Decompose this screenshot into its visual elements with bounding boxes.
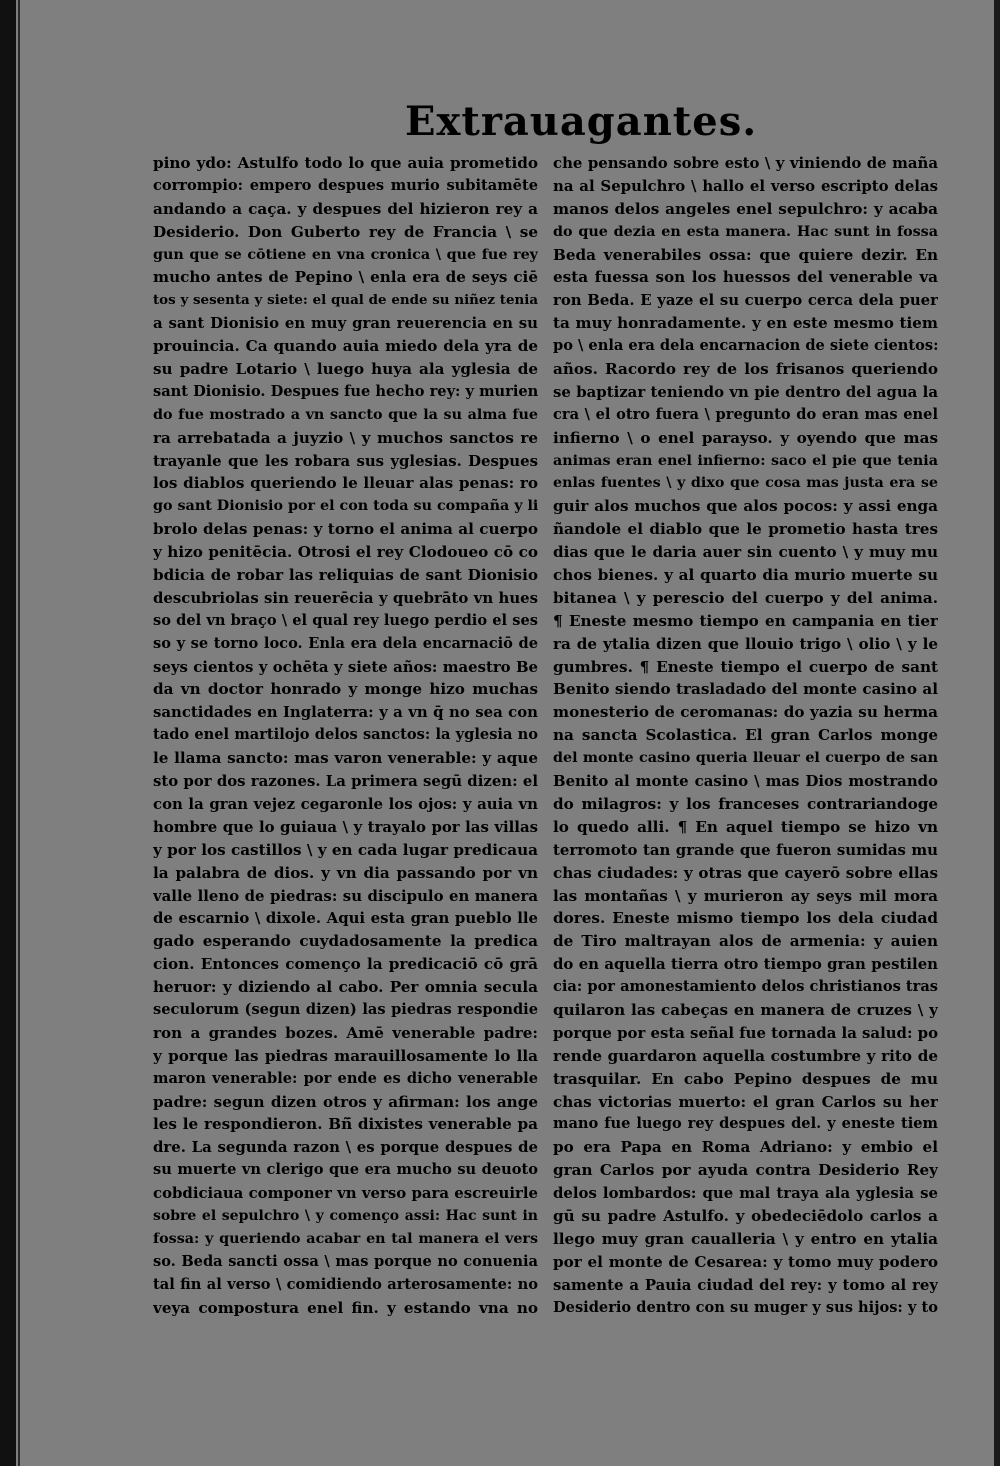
text-line: samente a Pauia ciudad del rey: y tomo al rey (553, 1275, 938, 1294)
text-line: delos lombardos: que mal traya ala yglesia se (553, 1184, 938, 1203)
text-line: na al Sepulchro \ hallo el verso escripto delas (553, 176, 938, 195)
text-line: monesterio de ceromanas: do yazia su herma (553, 703, 938, 722)
text-line: heruor: y diziendo al cabo. Per omnia secula (153, 978, 538, 997)
text-line: animas eran enel infierno: saco el pie que tenia (553, 452, 938, 469)
text-line: los diablos queriendo le lleuar alas penas: ro (153, 474, 538, 493)
text-line: y por los castillos \ y en cada lugar predicaua (153, 840, 538, 859)
text-line: a sant Dionisio en muy gran reuerencia en su (153, 314, 538, 333)
text-line: do en aquella tierra otro tiempo gran pestilen (553, 955, 938, 974)
text-line: quilaron las cabeças en manera de cruzes \ y (553, 1000, 938, 1019)
text-line: corrompio: empero despues murio subitamēte (153, 176, 538, 194)
text-line: tal fin al verso \ comidiendo arterosamente: no (153, 1275, 538, 1293)
text-line: trasquilar. En cabo Pepino despues de mu (553, 1069, 938, 1088)
text-line: manos delos angeles enel sepulchro: y acaba (553, 199, 938, 218)
text-line: so del vn braço \ el qual rey luego perdio el ses (153, 611, 538, 629)
text-line: go sant Dionisio por el con toda su compaña y li (153, 498, 538, 515)
text-line: dre. La segunda razon \ es porque despues de (153, 1138, 538, 1157)
text-line: ra arrebatada a juyzio \ y muchos sanctos re (153, 428, 538, 447)
text-line: gado esperando cuydadosamente la predica (153, 932, 538, 951)
text-line: gumbres. ¶ Eneste tiempo el cuerpo de sant (553, 657, 938, 676)
text-line: ron a grandes bozes. Amē venerable padre: (153, 1023, 538, 1042)
text-line: lo quedo alli. ¶ En aquel tiempo se hizo vn (553, 817, 938, 836)
text-line: chas victorias muerto: el gran Carlos su her (553, 1092, 938, 1111)
text-line: la palabra de dios. y vn dia passando por vn (153, 863, 538, 882)
text-line: Beda venerabiles ossa: que quiere dezir. En (553, 245, 938, 264)
page-left-dark-edge (0, 0, 16, 1466)
text-line: gun que se cōtiene en vna cronica \ que fue rey (153, 246, 538, 263)
text-line: cia: por amonestamiento delos christianos tras (553, 978, 938, 996)
text-line: porque por esta señal fue tornada la salud: po (553, 1023, 938, 1042)
text-line: años. Racordo rey de los frisanos queriendo (553, 360, 938, 379)
text-line: por el monte de Cesarea: y tomo muy podero (553, 1252, 938, 1271)
text-line: valle lleno de piedras: su discipulo en manera (153, 886, 538, 905)
text-line: do milagros: y los franceses contrariandoge (553, 794, 938, 813)
text-line: cion. Entonces començo la predicaciō cō grā (153, 955, 538, 974)
text-line: tos y sesenta y siete: el qual de ende su niñez tenia (153, 292, 538, 309)
text-line: guir alos muchos que alos pocos: y assi enga (553, 497, 938, 516)
text-line: sobre el sepulchro \ y començo assi: Hac sunt in (153, 1207, 538, 1224)
text-line: mucho antes de Pepino \ enla era de seys ciē (153, 268, 538, 287)
text-line: gran Carlos por ayuda contra Desiderio Rey (553, 1161, 938, 1180)
text-line: enlas fuentes \ y dixo que cosa mas justa era se (553, 475, 938, 492)
text-line: so. Beda sancti ossa \ mas porque no conuenia (153, 1252, 538, 1270)
text-line: ta muy honradamente. y en este mesmo tiem (553, 314, 938, 333)
text-line: del monte casino queria lleuar el cuerpo de san (553, 750, 938, 767)
text-line: con la gran vejez cegaronle los ojos: y auia vn (153, 794, 538, 813)
text-line: sant Dionisio. Despues fue hecho rey: y murien (153, 382, 538, 400)
text-line: padre: segun dizen otros y afirman: los ange (153, 1092, 538, 1111)
text-line: les le respondieron. Bñ̄ dixistes venerable pa (153, 1115, 538, 1134)
text-line: le llama sancto: mas varon venerable: y aque (153, 749, 538, 768)
text-line: bitanea \ y perescio del cuerpo y del anima. (553, 588, 938, 607)
page-gutter-line (18, 0, 20, 1466)
page-right-dark-edge (994, 0, 1000, 1466)
text-line: prouincia. Ca quando auia miedo dela yra de (153, 337, 538, 356)
text-line: sto por dos razones. La primera segū dizen: el (153, 772, 538, 791)
text-line: llego muy gran caualleria \ y entro en ytalia (553, 1229, 938, 1248)
text-line: do que dezia en esta manera. Hac sunt in fossa (553, 223, 938, 240)
text-line: mano fue luego rey despues del. y eneste tiem (553, 1115, 938, 1133)
text-line: hombre que lo guiaua \ y trayalo por las villas (153, 817, 538, 836)
text-line: veya compostura enel fin. y estando vna no (153, 1298, 538, 1317)
text-line: descubriolas sin reuerēcia y quebrāto vn hues (153, 588, 538, 607)
text-line: ron Beda. E yaze el su cuerpo cerca dela puer (553, 291, 938, 310)
text-line: na sancta Scolastica. El gran Carlos monge (553, 726, 938, 745)
text-line: ¶ Eneste mesmo tiempo en campania en tier (553, 611, 938, 630)
text-line: fossa: y queriendo acabar en tal manera el vers (153, 1230, 538, 1247)
text-line: ra de ytalia dizen que llouio trigo \ olio \ y le (553, 634, 938, 653)
text-line: infierno \ o enel parayso. y oyendo que mas (553, 428, 938, 447)
text-line: cobdiciaua componer vn verso para escreuirle (153, 1184, 538, 1203)
text-line: po era Papa en Roma Adriano: y embio el (553, 1138, 938, 1157)
text-line: seys cientos y ochēta y siete años: maestro Be (153, 657, 538, 676)
text-line: rende guardaron aquella costumbre y rito de (553, 1046, 938, 1065)
text-line: pino ydo: Astulfo todo lo que auia prometido (153, 154, 538, 172)
text-line: maron venerable: por ende es dicho venerable (153, 1069, 538, 1087)
text-line: su padre Lotario \ luego huya ala yglesia de (153, 360, 538, 379)
text-line: sanctidades en Inglaterra: y a vn q̄ no sea con (153, 703, 538, 722)
text-line: terromoto tan grande que fueron sumidas mu (553, 840, 938, 859)
text-line: chas ciudades: y otras que cayerō sobre ellas (553, 863, 938, 882)
text-line: gū su padre Astulfo. y obedeciēdolo carlos a (553, 1206, 938, 1225)
text-line: che pensando sobre esto \ y viniendo de maña (553, 154, 938, 172)
text-line: da vn doctor honrado y monge hizo muchas (153, 680, 538, 699)
text-line: brolo delas penas: y torno el anima al cuerpo (153, 520, 538, 539)
text-line: Benito al monte casino \ mas Dios mostrando (553, 772, 938, 791)
text-line: de Tiro maltrayan alos de armenia: y auien (553, 932, 938, 951)
text-line: se baptizar teniendo vn pie dentro del agua la (553, 382, 938, 401)
text-line: y hizo penitēcia. Otrosi el rey Clodoueo cō co (153, 543, 538, 562)
text-line: seculorum (segun dizen) las piedras respondie (153, 1000, 538, 1018)
text-line: de escarnio \ dixole. Aqui esta gran pueblo lle (153, 909, 538, 928)
text-line: trayanle que les robara sus yglesias. Despues (153, 451, 538, 470)
text-line: dores. Eneste mismo tiempo los dela ciudad (553, 909, 938, 928)
text-line: su muerte vn clerigo que era mucho su deuoto (153, 1161, 538, 1179)
text-line: ñandole el diablo que le prometio hasta tres (553, 520, 938, 539)
text-line: las montañas \ y murieron ay seys mil mora (553, 886, 938, 905)
text-line: do fue mostrado a vn sancto que la su alma fue (153, 406, 538, 423)
text-line: po \ enla era dela encarnacion de siete cientos: (553, 337, 938, 355)
text-line: chos bienes. y al quarto dia murio muerte su (553, 566, 938, 585)
text-line: Desiderio dentro con su muger y sus hijos: y to (553, 1298, 938, 1316)
text-line: cra \ el otro fuera \ pregunto do eran mas enel (553, 405, 938, 423)
text-line: tado enel martilojo delos sanctos: la yglesia no (153, 726, 538, 744)
text-line: bdicia de robar las reliquias de sant Dionisio (153, 566, 538, 585)
text-line: andando a caça. y despues del hizieron rey a (153, 199, 538, 218)
left-text-column (153, 152, 538, 1319)
text-line: Benito siendo trasladado del monte casino al (553, 680, 938, 699)
text-line: y porque las piedras marauillosamente lo lla (153, 1046, 538, 1065)
text-line: dias que le daria auer sin cuento \ y muy mu (553, 543, 938, 562)
text-line: so y se torno loco. Enla era dela encarnaciō de (153, 634, 538, 652)
text-line: Desiderio. Don Guberto rey de Francia \ se (153, 222, 538, 241)
right-text-column (553, 152, 938, 1319)
text-line: esta fuessa son los huessos del venerable va (553, 268, 938, 287)
running-header-title: Extrauagantes. (405, 98, 758, 145)
